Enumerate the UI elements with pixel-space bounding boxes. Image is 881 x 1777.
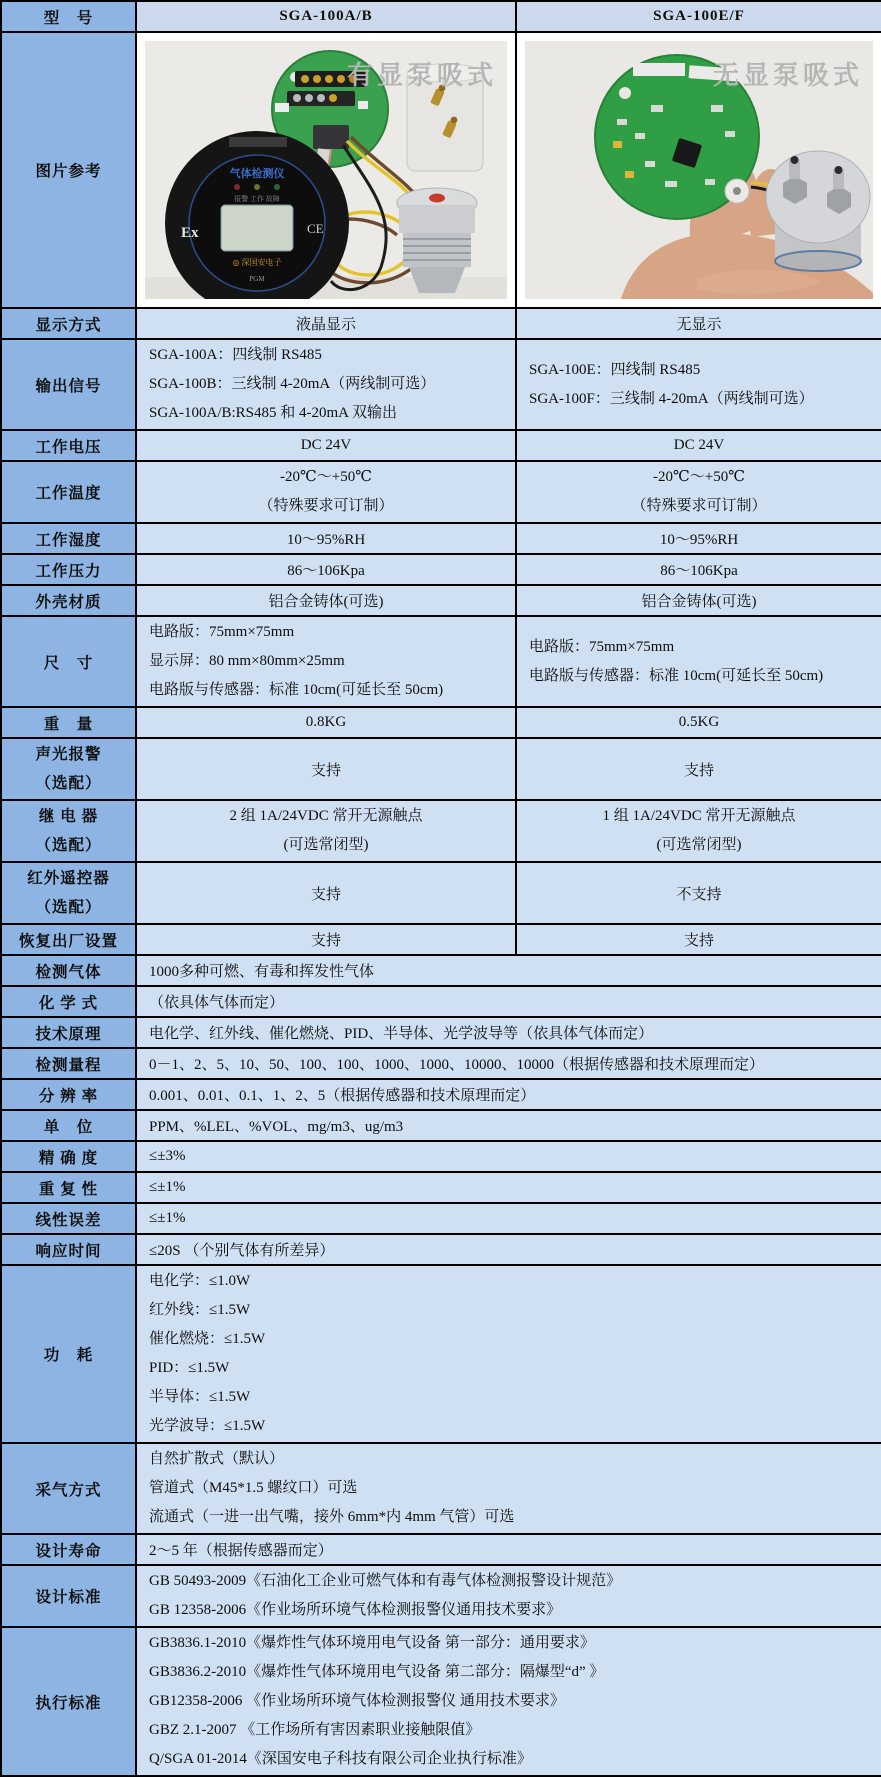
spec-row-output-signal — [1, 339, 881, 430]
value-a: 支持 — [136, 862, 516, 924]
value-span: ≤±3% — [136, 1141, 881, 1172]
value-line: SGA-100A：四线制 RS485 — [149, 347, 322, 363]
value-span: 2～5 年（根据传感器而定） — [136, 1534, 881, 1565]
value-span — [136, 1265, 881, 1443]
value-line: SGA-100F：三线制 4-20mA（两线制可选） — [529, 390, 814, 407]
spec-row-execution-standards — [1, 1627, 881, 1776]
value-b — [516, 800, 881, 862]
spec-row-detection-range — [1, 1048, 881, 1079]
row-label: 检测量程 — [1, 1048, 136, 1079]
value-span — [136, 1443, 881, 1534]
value-a: 0.8KG — [136, 707, 516, 738]
row-label: 化 学 式 — [1, 986, 136, 1017]
svg-text:Ex: Ex — [181, 225, 199, 241]
spec-row-working-humidity — [1, 523, 881, 554]
row-label: 重 复 性 — [1, 1172, 136, 1203]
row-label — [1, 800, 136, 862]
value-line: 流通式（一进一出气嘴，接外 6mm*内 4mm 气管）可选 — [149, 1509, 515, 1525]
value-b: 支持 — [516, 738, 881, 800]
value-line: PID：≤1.5W — [149, 1360, 230, 1376]
product-photo-a — [145, 41, 507, 299]
value-span — [136, 1627, 881, 1776]
row-label: 显示方式 — [1, 308, 136, 339]
photo-row — [1, 32, 881, 308]
spec-row-working-voltage — [1, 430, 881, 461]
spec-row-detectable-gases — [1, 955, 881, 986]
value-span: 0.001、0.01、0.1、1、2、5（根据传感器和技术原理而定） — [136, 1079, 881, 1110]
value-a: 86～106Kpa — [136, 554, 516, 585]
spec-row-display-mode — [1, 308, 881, 339]
value-line: GBZ 2.1-2007 《工作场所有害因素职业接触限值》 — [149, 1722, 481, 1738]
spec-row-working-temperature — [1, 461, 881, 523]
value-line: 电路版与传感器：标准 10cm(可延长至 50cm) — [529, 667, 824, 684]
row-label: 工作压力 — [1, 554, 136, 585]
spec-row-gas-sampling-method — [1, 1443, 881, 1534]
header-row — [1, 1, 881, 32]
value-line: 电路版与传感器：标准 10cm(可延长至 50cm) — [149, 682, 444, 698]
spec-row-response-time — [1, 1234, 881, 1265]
row-label — [1, 738, 136, 800]
row-label-line: 继 电 器 — [38, 808, 99, 825]
spec-row-resolution — [1, 1079, 881, 1110]
row-label: 重 量 — [1, 707, 136, 738]
value-line: 自然扩散式（默认） — [149, 1451, 285, 1467]
spec-row-relay — [1, 800, 881, 862]
value-b — [516, 339, 881, 430]
row-label — [1, 862, 136, 924]
value-b: 支持 — [516, 924, 881, 955]
value-span: ≤20S （个别气体有所差异） — [136, 1234, 881, 1265]
value-span: 电化学、红外线、催化燃烧、PID、半导体、光学波导等（依具体气体而定） — [136, 1017, 881, 1048]
value-a — [136, 461, 516, 523]
value-line: 催化燃烧：≤1.5W — [149, 1331, 266, 1347]
row-label-line: （选配） — [35, 775, 102, 792]
value-line: (可选常闭型) — [656, 837, 742, 853]
row-label: 检测气体 — [1, 955, 136, 986]
spec-row-power-consumption — [1, 1265, 881, 1443]
value-a: 铝合金铸体(可选) — [136, 585, 516, 616]
value-span: （依具体气体而定） — [136, 986, 881, 1017]
row-label-line: （选配） — [35, 837, 102, 854]
row-label: 设计标准 — [1, 1565, 136, 1627]
value-line: GB3836.1-2010《爆炸性气体环境用电气设备 第一部分：通用要求》 — [149, 1635, 595, 1651]
value-line: SGA-100E：四线制 RS485 — [529, 361, 701, 378]
value-b: 0.5KG — [516, 707, 881, 738]
spec-row-chemical-formula — [1, 986, 881, 1017]
svg-text:CE: CE — [307, 221, 324, 236]
svg-text:气体检测仪: 气体检测仪 — [229, 168, 285, 180]
photo-b-watermark: 无显泵吸式 — [712, 61, 863, 90]
photo-cell-b — [516, 32, 881, 308]
value-a — [136, 339, 516, 430]
spec-row-ir-remote — [1, 862, 881, 924]
value-span: ≤±1% — [136, 1203, 881, 1234]
value-line: -20℃～+50℃ — [279, 469, 372, 485]
value-span: PPM、%LEL、%VOL、mg/m3、ug/m3 — [136, 1110, 881, 1141]
value-a — [136, 616, 516, 707]
value-line: （特殊要求可订制） — [258, 498, 394, 514]
row-label: 输出信号 — [1, 339, 136, 430]
value-b: 铝合金铸体(可选) — [516, 585, 881, 616]
svg-text:报警 工作 故障: 报警 工作 故障 — [234, 195, 280, 203]
spec-row-design-standards — [1, 1565, 881, 1627]
spec-row-technical-principle — [1, 1017, 881, 1048]
value-span: 1000多种可燃、有毒和挥发性气体 — [136, 955, 881, 986]
row-label: 技术原理 — [1, 1017, 136, 1048]
row-label: 分 辨 率 — [1, 1079, 136, 1110]
product-photo-b — [525, 41, 873, 299]
value-a: 10～95%RH — [136, 523, 516, 554]
value-line: GB 12358-2006《作业场所环境气体检测报警仪通用技术要求》 — [149, 1602, 562, 1618]
row-label: 执行标准 — [1, 1627, 136, 1776]
value-line: （特殊要求可订制） — [631, 498, 767, 514]
value-line: SGA-100A/B:RS485 和 4-20mA 双输出 — [149, 405, 397, 421]
spec-row-repeatability — [1, 1172, 881, 1203]
value-line: 电路版：75mm×75mm — [149, 624, 295, 640]
value-b — [516, 461, 881, 523]
value-line: GB 50493-2009《石油化工企业可燃气体和有毒气体检测报警设计规范》 — [149, 1573, 622, 1589]
value-line: 显示屏：80 mm×80mm×25mm — [149, 653, 345, 669]
spec-row-working-pressure — [1, 554, 881, 585]
value-a — [136, 800, 516, 862]
value-line: SGA-100B：三线制 4-20mA（两线制可选） — [149, 376, 436, 392]
value-line: 1 组 1A/24VDC 常开无源触点 — [602, 808, 796, 824]
value-line: Q/SGA 01-2014《深国安电子科技有限公司企业执行标准》 — [149, 1751, 532, 1767]
row-label: 单 位 — [1, 1110, 136, 1141]
value-line: 2 组 1A/24VDC 常开无源触点 — [229, 808, 423, 824]
row-label: 线性误差 — [1, 1203, 136, 1234]
row-label: 精 确 度 — [1, 1141, 136, 1172]
spec-row-units — [1, 1110, 881, 1141]
svg-text:◎ 深国安电子: ◎ 深国安电子 — [232, 258, 282, 267]
value-b: 86～106Kpa — [516, 554, 881, 585]
svg-text:PGM: PGM — [249, 275, 265, 283]
row-label: 功 耗 — [1, 1265, 136, 1443]
value-line: 电路版：75mm×75mm — [529, 638, 675, 655]
row-label: 尺 寸 — [1, 616, 136, 707]
row-label: 工作湿度 — [1, 523, 136, 554]
value-a: 支持 — [136, 738, 516, 800]
value-span — [136, 1565, 881, 1627]
spec-row-sound-light-alarm — [1, 738, 881, 800]
value-line: GB12358-2006 《作业场所环境气体检测报警仪 通用技术要求》 — [149, 1693, 565, 1709]
spec-row-factory-reset — [1, 924, 881, 955]
value-a: 支持 — [136, 924, 516, 955]
photo-a-watermark: 有显泵吸式 — [346, 61, 497, 90]
model-row-label: 型 号 — [1, 1, 136, 32]
spec-row-housing-material — [1, 585, 881, 616]
value-line: 电化学：≤1.0W — [149, 1273, 251, 1289]
row-label: 采气方式 — [1, 1443, 136, 1534]
row-label: 响应时间 — [1, 1234, 136, 1265]
value-b: 无显示 — [516, 308, 881, 339]
value-line: (可选常闭型) — [283, 837, 369, 853]
row-label-line: 声光报警 — [35, 746, 102, 763]
value-line: 管道式（M45*1.5 螺纹口）可选 — [149, 1480, 358, 1496]
row-label: 恢复出厂设置 — [1, 924, 136, 955]
row-label: 外壳材质 — [1, 585, 136, 616]
value-a: 液晶显示 — [136, 308, 516, 339]
spec-row-weight — [1, 707, 881, 738]
value-line: 半导体：≤1.5W — [149, 1389, 251, 1405]
spec-row-dimensions — [1, 616, 881, 707]
value-span: 0－1、2、5、10、50、100、100、1000、1000、10000、10000（根据传感器和技术原理而定） — [136, 1048, 881, 1079]
value-b — [516, 616, 881, 707]
sensor-illustration-b — [766, 151, 870, 271]
row-label: 工作温度 — [1, 461, 136, 523]
photo-row-label: 图片参考 — [1, 32, 136, 308]
value-span: ≤±1% — [136, 1172, 881, 1203]
row-label: 设计寿命 — [1, 1534, 136, 1565]
value-b: 10～95%RH — [516, 523, 881, 554]
value-b: 不支持 — [516, 862, 881, 924]
row-label: 工作电压 — [1, 430, 136, 461]
spec-row-design-lifespan — [1, 1534, 881, 1565]
value-line: 红外线：≤1.5W — [149, 1302, 251, 1318]
spec-row-linearity-error — [1, 1203, 881, 1234]
photo-cell-a — [136, 32, 516, 308]
model-b-header: SGA-100E/F — [516, 1, 881, 32]
model-a-header: SGA-100A/B — [136, 1, 516, 32]
value-a: DC 24V — [136, 430, 516, 461]
value-line: 光学波导：≤1.5W — [149, 1418, 266, 1434]
value-line: GB3836.2-2010《爆炸性气体环境用电气设备 第二部分：隔爆型“d” 》 — [149, 1664, 605, 1680]
value-line: -20℃～+50℃ — [652, 469, 745, 485]
spec-row-accuracy — [1, 1141, 881, 1172]
row-label-line: （选配） — [35, 899, 102, 916]
value-b: DC 24V — [516, 430, 881, 461]
row-label-line: 红外遥控器 — [27, 870, 110, 887]
